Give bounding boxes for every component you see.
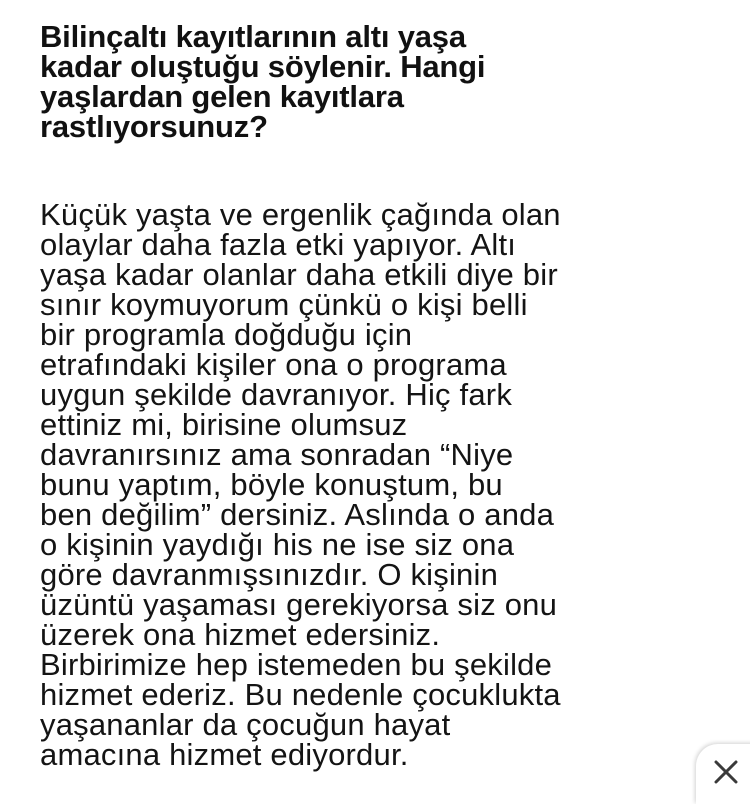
answer-line: yaşananlar da çocuğun hayat [40,707,451,742]
answer-line: üzüntü yaşaması gerekiyorsa siz onu [40,587,558,622]
answer-line: o kişinin yaydığı his ne ise siz ona [40,527,515,562]
answer-line: hizmet ederiz. Bu nedenle çocuklukta [40,677,561,712]
question-heading [40,19,720,144]
question-line: yaşlardan gelen kayıtlara [40,79,404,114]
answer-line: sınır koymuyorum çünkü o kişi belli [40,287,528,322]
answer-line: etrafındaki kişiler ona o programa [40,347,507,382]
article [40,19,720,772]
answer-paragraph [40,197,720,772]
answer-line: uygun şekilde davranıyor. Hiç fark [40,377,513,412]
close-button[interactable] [696,744,750,804]
question-line: rastlıyorsunuz? [40,109,268,144]
answer-line: yaşa kadar olanlar daha etkili diye bir [40,257,558,292]
answer-line: bir programla doğduğu için [40,317,413,352]
answer-line: ben değilim” dersiniz. Aslında o anda [40,497,555,532]
answer-line: olaylar daha fazla etki yapıyor. Altı [40,227,517,262]
answer-line: Birbirimize hep istemeden bu şekilde [40,647,553,682]
answer-line: ettiniz mi, birisine olumsuz [40,407,408,442]
answer-line: davranırsınız ama sonradan “Niye [40,437,514,472]
answer-line: Küçük yaşta ve ergenlik çağında olan [40,197,561,232]
answer-line: amacına hizmet ediyordur. [40,737,409,772]
question-line: Bilinçaltı kayıtlarının altı yaşa [40,19,466,54]
answer-line: bunu yaptım, böyle konuştum, bu [40,467,503,502]
answer-line: üzerek ona hizmet edersiniz. [40,617,441,652]
answer-line: göre davranmışsınızdır. O kişinin [40,557,499,592]
close-icon[interactable] [712,758,740,786]
question-line: kadar oluştuğu söylenir. Hangi [40,49,486,84]
